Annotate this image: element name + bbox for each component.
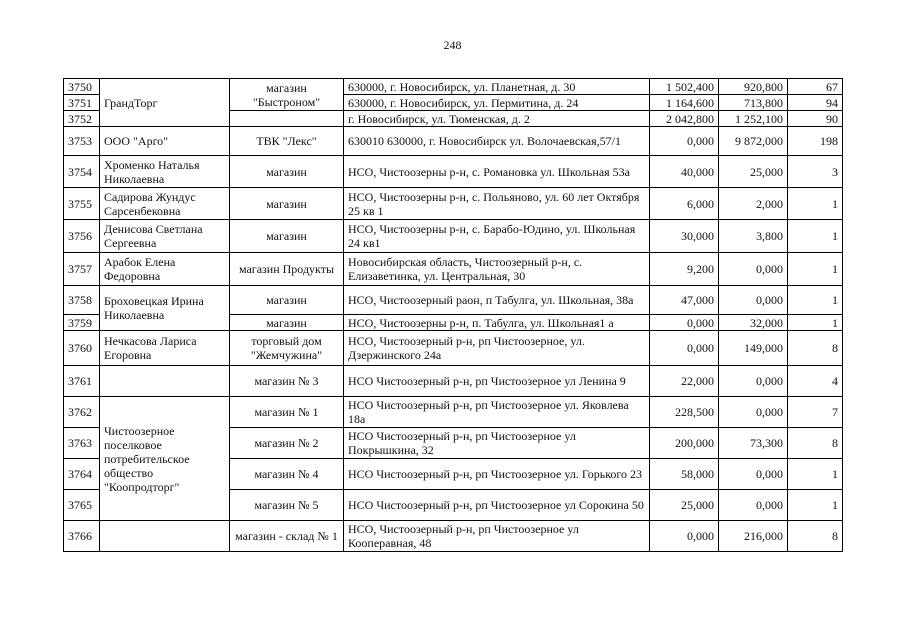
value-1: 1 164,600 — [650, 95, 719, 111]
object-type: магазин — [230, 315, 344, 331]
object-type: ТВК "Лекс" — [230, 127, 344, 156]
row-number: 3757 — [64, 253, 100, 286]
count: 198 — [788, 127, 843, 156]
table-row — [64, 397, 843, 428]
table-row — [64, 331, 843, 366]
object-type: магазин - склад № 1 — [230, 521, 344, 552]
object-type: магазин № 4 — [230, 459, 344, 490]
value-1: 22,000 — [650, 366, 719, 397]
organization-name: Броховецкая Ирина Николаевна — [100, 286, 230, 331]
table-row — [64, 156, 843, 188]
value-1: 200,000 — [650, 428, 719, 459]
count: 3 — [788, 156, 843, 188]
value-1: 0,000 — [650, 315, 719, 331]
count: 1 — [788, 253, 843, 286]
value-2: 73,300 — [719, 428, 788, 459]
count: 1 — [788, 315, 843, 331]
row-number: 3761 — [64, 366, 100, 397]
table-row — [64, 79, 843, 95]
address: НСО, Чистоозерны р-н, с. Романовка ул. Школьная 53а — [344, 156, 650, 188]
row-number: 3752 — [64, 111, 100, 127]
value-2: 9 872,000 — [719, 127, 788, 156]
count: 1 — [788, 188, 843, 220]
address: НСО Чистоозерный р-н, рп Чистоозерное ул Сорокина 50 — [344, 490, 650, 521]
organization-name: Чистоозерное поселковое потребительское общество "Коопродторг" — [100, 397, 230, 521]
value-2: 0,000 — [719, 366, 788, 397]
row-number: 3751 — [64, 95, 100, 111]
count: 7 — [788, 397, 843, 428]
object-type: магазин № 1 — [230, 397, 344, 428]
row-number: 3750 — [64, 79, 100, 95]
address: НСО, Чистоозерны р-н, с. Барабо-Юдино, ул. Школьная 24 кв1 — [344, 220, 650, 253]
count: 1 — [788, 490, 843, 521]
value-1: 40,000 — [650, 156, 719, 188]
value-1: 47,000 — [650, 286, 719, 315]
address: 630000, г. Новосибирск, ул. Планетная, д. 30 — [344, 79, 650, 95]
table-row — [64, 127, 843, 156]
value-1: 1 502,400 — [650, 79, 719, 95]
count: 90 — [788, 111, 843, 127]
row-number: 3753 — [64, 127, 100, 156]
count: 1 — [788, 220, 843, 253]
row-number: 3764 — [64, 459, 100, 490]
object-type: магазин № 5 — [230, 490, 344, 521]
value-1: 0,000 — [650, 521, 719, 552]
value-2: 0,000 — [719, 459, 788, 490]
organization-name: Денисова Светлана Сергеевна — [100, 220, 230, 253]
row-number: 3766 — [64, 521, 100, 552]
value-2: 216,000 — [719, 521, 788, 552]
object-type: магазин Продукты — [230, 253, 344, 286]
organization-name — [100, 521, 230, 552]
address: НСО Чистоозерный р-н, рп Чистоозерное ул. Горького 23 — [344, 459, 650, 490]
table-row — [64, 253, 843, 286]
table-row — [64, 366, 843, 397]
value-1: 2 042,800 — [650, 111, 719, 127]
value-2: 0,000 — [719, 253, 788, 286]
object-type: магазин — [230, 188, 344, 220]
address: 630010 630000, г. Новосибирск ул. Волочаевская,57/1 — [344, 127, 650, 156]
count: 8 — [788, 521, 843, 552]
organization-name: Садирова Жундус Сарсенбековна — [100, 188, 230, 220]
value-1: 30,000 — [650, 220, 719, 253]
value-2: 2,000 — [719, 188, 788, 220]
address: НСО, Чистоозерный р-н, рп Чистоозерное, ул. Дзержинского 24а — [344, 331, 650, 366]
organization-name: Нечкасова Лариса Егоровна — [100, 331, 230, 366]
row-number: 3760 — [64, 331, 100, 366]
row-number: 3754 — [64, 156, 100, 188]
object-type — [230, 111, 344, 127]
count: 4 — [788, 366, 843, 397]
row-number: 3756 — [64, 220, 100, 253]
address: НСО, Чистоозерный р-н, рп Чистоозерное ул Кооперавная, 48 — [344, 521, 650, 552]
count: 1 — [788, 459, 843, 490]
value-2: 32,000 — [719, 315, 788, 331]
address: НСО Чистоозерный р-н, рп Чистоозерное ул Ленина 9 — [344, 366, 650, 397]
count: 8 — [788, 331, 843, 366]
value-2: 920,800 — [719, 79, 788, 95]
row-number: 3755 — [64, 188, 100, 220]
count: 94 — [788, 95, 843, 111]
value-1: 228,500 — [650, 397, 719, 428]
organization-name — [100, 366, 230, 397]
address: 630000, г. Новосибирск, ул. Пермитина, д. 24 — [344, 95, 650, 111]
value-1: 6,000 — [650, 188, 719, 220]
row-number: 3762 — [64, 397, 100, 428]
object-type: магазин — [230, 220, 344, 253]
value-1: 58,000 — [650, 459, 719, 490]
organization-name: Хроменко Наталья Николаевна — [100, 156, 230, 188]
organization-name: Арабок Елена Федоровна — [100, 253, 230, 286]
address: г. Новосибирск, ул. Тюменская, д. 2 — [344, 111, 650, 127]
page-number: 248 — [443, 38, 462, 52]
value-1: 9,200 — [650, 253, 719, 286]
address: НСО Чистоозерный р-н, рп Чистоозерное ул Покрышкина, 32 — [344, 428, 650, 459]
object-type: магазин № 3 — [230, 366, 344, 397]
count: 8 — [788, 428, 843, 459]
object-type: торговый дом "Жемчужина" — [230, 331, 344, 366]
count: 67 — [788, 79, 843, 95]
table-row — [64, 286, 843, 315]
address: НСО, Чистоозерный раон, п Табулга, ул. Школьная, 38а — [344, 286, 650, 315]
address: НСО Чистоозерный р-н, рп Чистоозерное ул. Яковлева 18а — [344, 397, 650, 428]
value-2: 149,000 — [719, 331, 788, 366]
organization-name: ООО "Арго" — [100, 127, 230, 156]
row-number: 3765 — [64, 490, 100, 521]
object-type: магазин — [230, 286, 344, 315]
registry-table — [63, 78, 843, 552]
count: 1 — [788, 286, 843, 315]
address: Новосибирская область, Чистоозерный р-н, с. Елизаветинка, ул. Центральная, 30 — [344, 253, 650, 286]
address: НСО, Чистоозерны р-н, с. Польяново, ул. 60 лет Октября 25 кв 1 — [344, 188, 650, 220]
value-1: 0,000 — [650, 331, 719, 366]
row-number: 3758 — [64, 286, 100, 315]
value-2: 1 252,100 — [719, 111, 788, 127]
object-type: магазин № 2 — [230, 428, 344, 459]
table-row — [64, 521, 843, 552]
row-number: 3763 — [64, 428, 100, 459]
address: НСО, Чистоозерны р-н, п. Табулга, ул. Школьная1 а — [344, 315, 650, 331]
table-row — [64, 188, 843, 220]
object-type: магазин "Быстроном" — [230, 79, 344, 111]
organization-name: ГрандТорг — [100, 79, 230, 127]
row-number: 3759 — [64, 315, 100, 331]
value-2: 25,000 — [719, 156, 788, 188]
object-type: магазин — [230, 156, 344, 188]
value-1: 0,000 — [650, 127, 719, 156]
value-1: 25,000 — [650, 490, 719, 521]
value-2: 0,000 — [719, 397, 788, 428]
value-2: 0,000 — [719, 490, 788, 521]
value-2: 0,000 — [719, 286, 788, 315]
table-row — [64, 220, 843, 253]
value-2: 3,800 — [719, 220, 788, 253]
value-2: 713,800 — [719, 95, 788, 111]
